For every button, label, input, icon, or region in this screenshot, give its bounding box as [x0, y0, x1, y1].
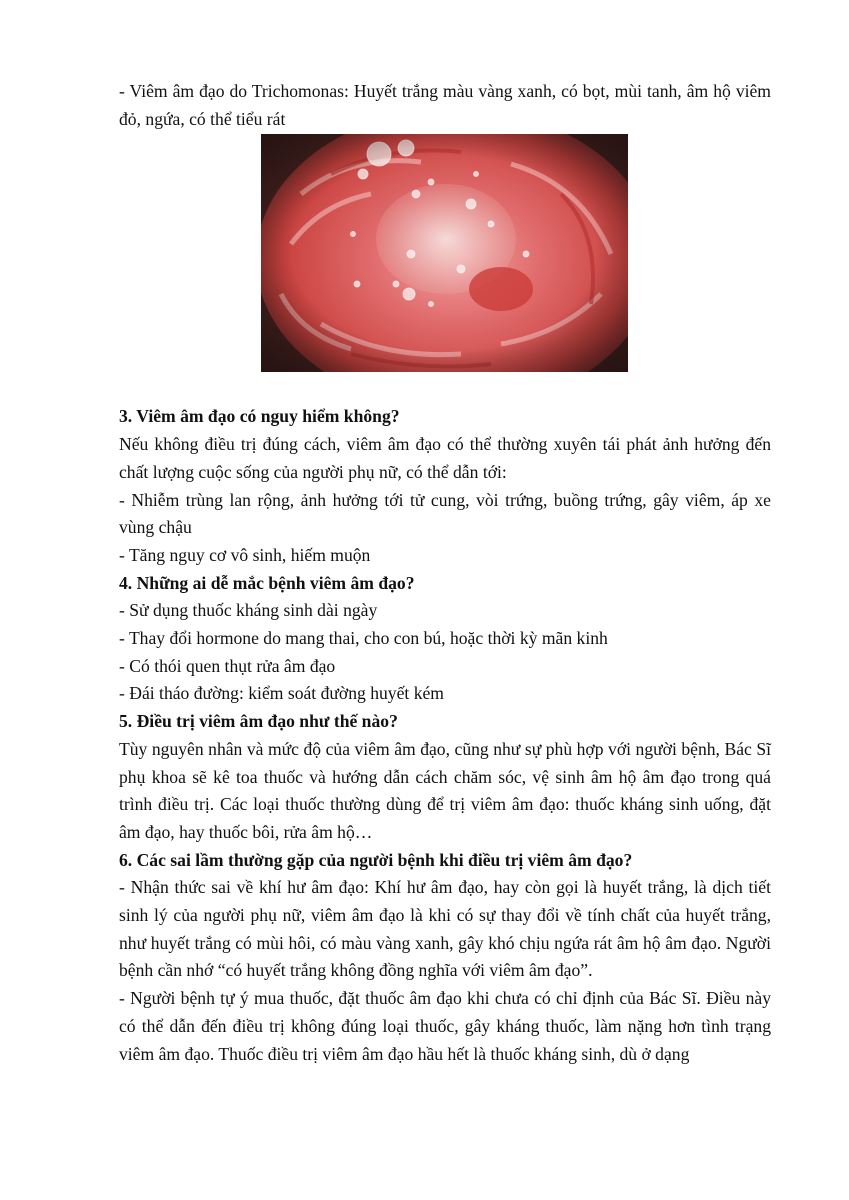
section-4-heading: 4. Những ai dễ mắc bệnh viêm âm đạo? — [119, 572, 415, 593]
cervix-photo — [261, 134, 628, 372]
section-3-paragraph: - Nhiễm trùng lan rộng, ảnh hưởng tới tử cung, vòi trứng, buồng trứng, gây viêm, áp xe vùng chậu — [119, 489, 771, 538]
section-3-heading: 3. Viêm âm đạo có nguy hiểm không? — [119, 406, 400, 427]
section-6-paragraph: - Nhận thức sai về khí hư âm đạo: Khí hư âm đạo, hay còn gọi là huyết trắng, là dịch tiết sinh lý của người phụ nữ, viêm âm đạo là khi có sự thay đổi về tính chất của huyết trắng, như huyết trắng có mùi hôi, có màu vàng xanh, gây khó chịu ngứa rát âm hộ âm đạo. Người bệnh cần nhớ “có huyết trắng không đồng nghĩa với viêm âm đạo”. — [119, 877, 771, 981]
section-3-paragraph: Nếu không điều trị đúng cách, viêm âm đạo có thể thường xuyên tái phát ảnh hưởng đến chất lượng cuộc sống của người phụ nữ, có thể dẫn tới: — [119, 434, 771, 482]
section-5-paragraph: Tùy nguyên nhân và mức độ của viêm âm đạo, cũng như sự phù hợp với người bệnh, Bác Sĩ phụ khoa sẽ kê toa thuốc và hướng dẫn cách chăm sóc, vệ sinh âm hộ âm đạo trong quá trình điều trị. Các loại thuốc thường dùng để trị viêm âm đạo: thuốc kháng sinh uống, đặt âm đạo, hay thuốc bôi, rửa âm hộ… — [119, 738, 771, 842]
cervix-illustration — [261, 134, 628, 372]
section-6-paragraph: - Người bệnh tự ý mua thuốc, đặt thuốc âm đạo khi chưa có chỉ định của Bác Sĩ. Điều này có thể dẫn đến điều trị không đúng loại thuốc, gây kháng thuốc, làm nặng hơn tình trạng viêm âm đạo. Thuốc điều trị viêm âm đạo hầu hết là thuốc kháng sinh, dù ở dạng — [119, 988, 771, 1064]
section-3-paragraph: - Tăng nguy cơ vô sinh, hiếm muộn — [119, 544, 371, 565]
section-4-item: - Sử dụng thuốc kháng sinh dài ngày — [119, 600, 378, 621]
trichomonas-paragraph: - Viêm âm đạo do Trichomonas: Huyết trắng màu vàng xanh, có bọt, mùi tanh, âm hộ viêm đỏ, ngứa, có thể tiểu rát — [119, 81, 771, 129]
section-4-item: - Thay đổi hormone do mang thai, cho con bú, hoặc thời kỳ mãn kinh — [119, 628, 608, 649]
section-6-heading: 6. Các sai lầm thường gặp của người bệnh khi điều trị viêm âm đạo? — [119, 849, 633, 870]
section-4-item: - Có thói quen thụt rửa âm đạo — [119, 655, 336, 676]
document-page — [119, 78, 771, 1068]
section-4-item: - Đái tháo đường: kiểm soát đường huyết kém — [119, 683, 444, 704]
section-5-heading: 5. Điều trị viêm âm đạo như thế nào? — [119, 711, 398, 732]
